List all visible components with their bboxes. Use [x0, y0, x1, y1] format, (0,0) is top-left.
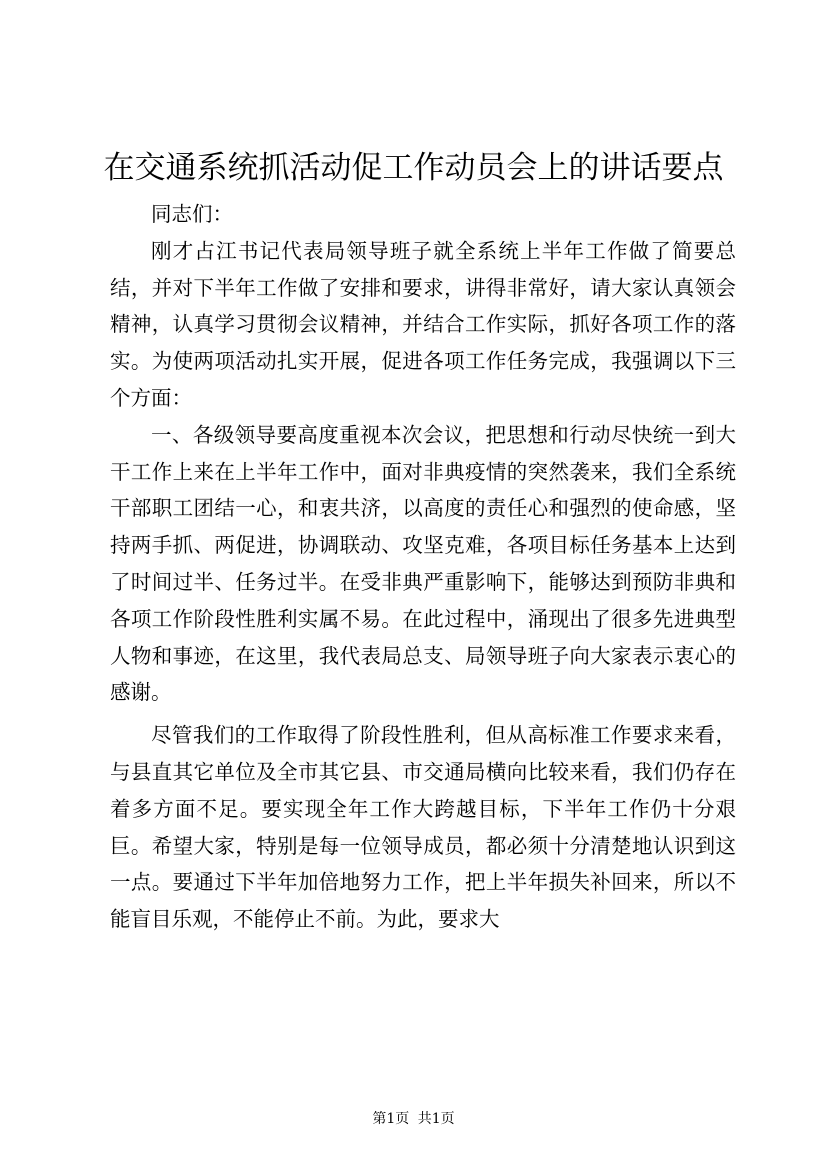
paragraph-point-one: 一、各级领导要高度重视本次会议，把思想和行动尽快统一到大干工作上来在上半年工作中，面对非典疫情的突然袭来，我们全系统干部职工团结一心，和衷共济，以高度的责任心和强烈的使命感，坚持两手抓、两促进，协调联动、攻坚克难，各项目标任务基本上达到了时间过半、任务过半。在受非典严重影响下，能够达到预防非典和各项工作阶段性胜利实属不易。在此过程中，涌现出了很多先进典型人物和事迹，在这里，我代表局总支、局领导班子向大家表示衷心的感谢。 — [110, 422, 736, 705]
page-total: 共1页 — [417, 1111, 455, 1127]
page-number: 第1页 — [372, 1111, 410, 1127]
document-body — [110, 196, 736, 938]
paragraph-shortcomings: 尽管我们的工作取得了阶段性胜利，但从高标准工作要求来看，与县直其它单位及全市其它县、市交通局横向比较来看，我们仍存在着多方面不足。要实现全年工作大跨越目标，下半年工作仍十分艰巨。希望大家，特别是每一位领导成员，都必须十分清楚地认识到这一点。要通过下半年加倍地努力工作，把上半年损失补回来，所以不能盲目乐观，不能停止不前。为此，要求大 — [110, 723, 736, 932]
document-title: 在交通系统抓活动促工作动员会上的讲话要点 — [103, 150, 724, 186]
paragraph-intro: 刚才占江书记代表局领导班子就全系统上半年工作做了简要总结，并对下半年工作做了安排和要求，讲得非常好，请大家认真领会精神，认真学习贯彻会议精神，并结合工作实际，抓好各项工作的落实。为使两项活动扎实开展，促进各项工作任务完成，我强调以下三个方面： — [110, 238, 736, 410]
page-footer — [0, 1109, 827, 1129]
salutation: 同志们： — [151, 202, 233, 226]
